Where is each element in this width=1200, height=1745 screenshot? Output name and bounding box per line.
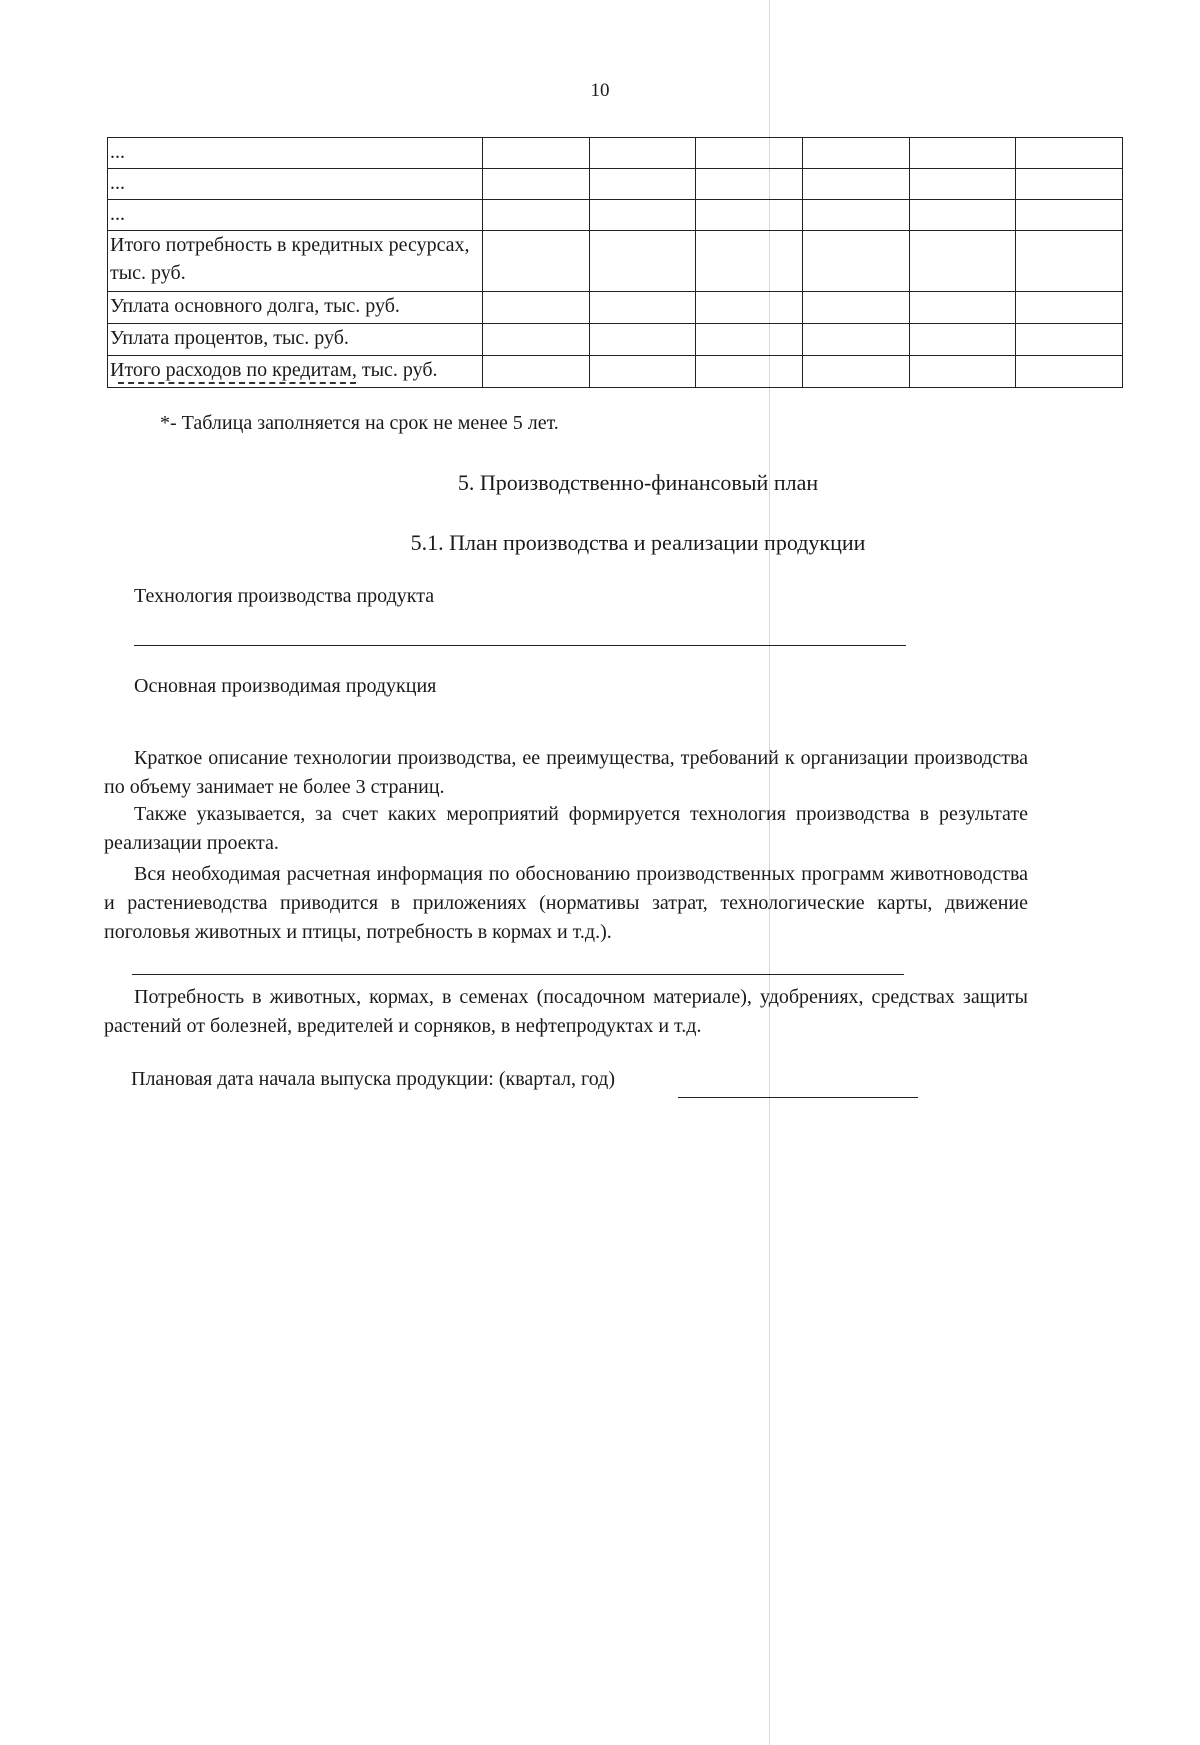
- table-cell: [483, 231, 590, 292]
- table-row: [108, 138, 1123, 169]
- table-cell: [589, 231, 696, 292]
- row-label: ...: [108, 169, 483, 200]
- table-cell: [909, 356, 1016, 388]
- table-cell: [589, 324, 696, 356]
- row-label: ...: [108, 138, 483, 169]
- table-cell: [589, 138, 696, 169]
- table-cell: [802, 324, 909, 356]
- table-footnote: *- Таблица заполняется на срок не менее 5 лет.: [160, 412, 559, 434]
- table-cell: [1016, 356, 1123, 388]
- table-cell: [696, 231, 803, 292]
- table-cell: [589, 200, 696, 231]
- table-cell: [483, 138, 590, 169]
- table-cell: [802, 169, 909, 200]
- table-row: [108, 231, 1123, 292]
- start-date-label: Плановая дата начала выпуска продукции: (квартал, год): [131, 1068, 615, 1090]
- paragraph-calculations: Вся необходимая расчетная информация по обоснованию производственных программ животноводства и растениеводства приводится в приложениях (нормативы затрат, технологические карты, движение поголовья животных и птицы, потребность в кормах и т.д.).: [104, 863, 1028, 943]
- table-cell: [483, 200, 590, 231]
- row-label: Итого расходов по кредитам, тыс. руб.: [108, 356, 483, 388]
- table-cell: [1016, 138, 1123, 169]
- table-cell: [1016, 200, 1123, 231]
- table-cell: [589, 356, 696, 388]
- credit-table: [107, 137, 1123, 388]
- table-cell: [1016, 324, 1123, 356]
- table-cell: [802, 200, 909, 231]
- paragraph-description: Краткое описание технологии производства, ее преимущества, требований к организации производства по объему занимает не более 3 страниц.: [104, 747, 1028, 798]
- start-date-fill-line: [678, 1097, 918, 1098]
- table-cell: [696, 356, 803, 388]
- section-title: 5. Производственно-финансовый план: [457, 470, 819, 495]
- table-cell: [1016, 169, 1123, 200]
- technology-fill-line: [134, 645, 906, 646]
- table-row: [108, 169, 1123, 200]
- table-cell: [696, 292, 803, 324]
- page-number: 10: [590, 80, 610, 101]
- table-cell: [483, 292, 590, 324]
- table-cell: [1016, 292, 1123, 324]
- table-cell: [909, 169, 1016, 200]
- table-cell: [696, 324, 803, 356]
- table-cell: [483, 169, 590, 200]
- table-cell: [802, 231, 909, 292]
- table-row: [108, 292, 1123, 324]
- table-cell: [483, 324, 590, 356]
- paragraph-technology: Также указывается, за счет каких мероприятий формируется технология производства в результате реализации проекта.: [104, 803, 1028, 854]
- subsection-title: 5.1. План производства и реализации продукции: [410, 530, 866, 555]
- table-cell: [909, 200, 1016, 231]
- table-cell: [909, 324, 1016, 356]
- footnote-separator: [118, 382, 356, 384]
- table-cell: [696, 200, 803, 231]
- table-cell: [696, 169, 803, 200]
- row-label: Уплата процентов, тыс. руб.: [108, 324, 483, 356]
- table-row: [108, 324, 1123, 356]
- table-cell: [1016, 231, 1123, 292]
- table-cell: [802, 138, 909, 169]
- row-label: ...: [108, 200, 483, 231]
- table-cell: [909, 231, 1016, 292]
- table-cell: [802, 356, 909, 388]
- calculations-fill-line: [132, 974, 904, 975]
- table-cell: [589, 292, 696, 324]
- table-cell: [802, 292, 909, 324]
- row-label: Итого потребность в кредитных ресурсах, тыс. руб.: [108, 231, 483, 292]
- table-cell: [483, 356, 590, 388]
- table-cell: [589, 169, 696, 200]
- main-product-label: Основная производимая продукция: [134, 675, 437, 697]
- technology-label: Технология производства продукта: [134, 585, 435, 607]
- row-label: Уплата основного долга, тыс. руб.: [108, 292, 483, 324]
- table-cell: [909, 138, 1016, 169]
- table-row: [108, 200, 1123, 231]
- table-cell: [696, 138, 803, 169]
- table-cell: [909, 292, 1016, 324]
- paragraph-needs: Потребность в животных, кормах, в семенах (посадочном материале), удобрениях, средствах защиты растений от болезней, вредителей и сорняков, в нефтепродуктах и т.д.: [104, 986, 1028, 1037]
